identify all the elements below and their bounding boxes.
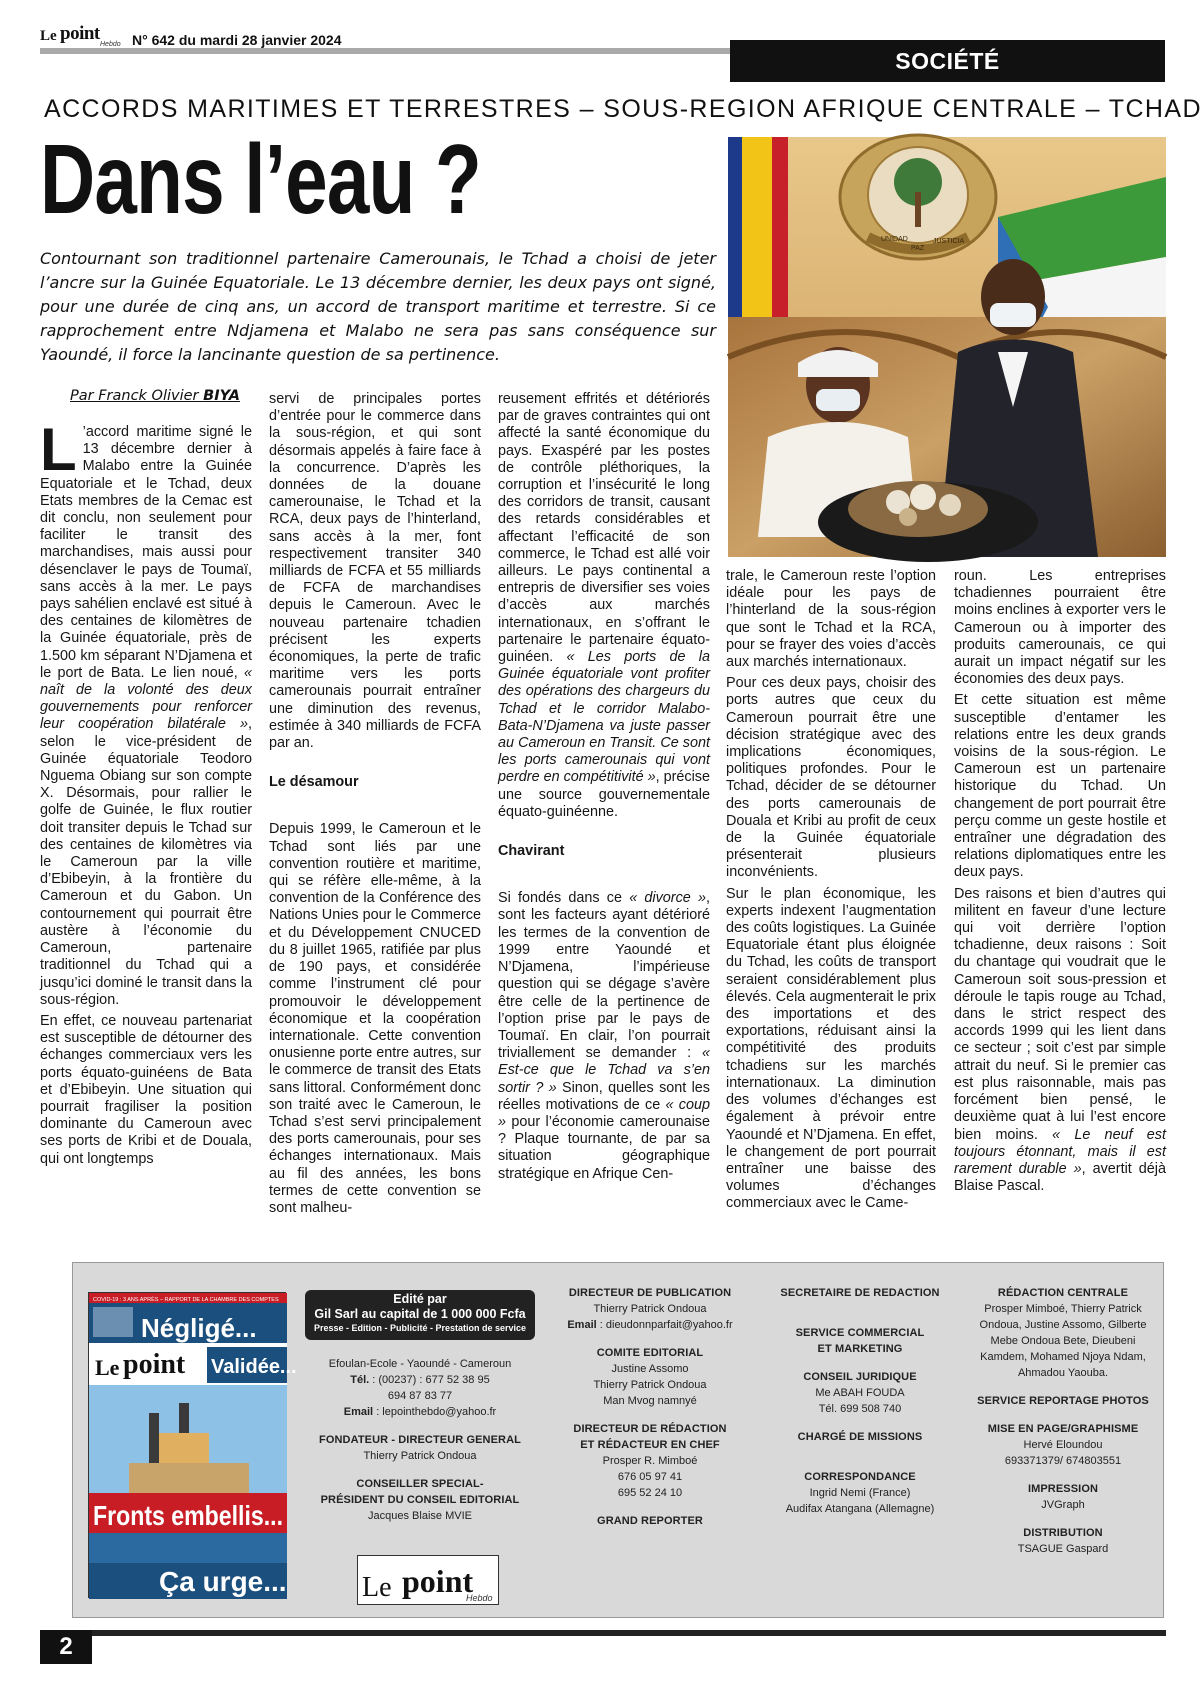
pub-email: : dieudonnparfait@yahoo.fr	[599, 1319, 733, 1331]
paragraph: Si fondés dans ce	[498, 890, 622, 907]
logo-le: Le	[40, 28, 57, 44]
logo-large-hebdo: Hebdo	[466, 1593, 493, 1603]
address: Efoulan-Ecole - Yaoundé - Cameroun	[328, 1358, 512, 1370]
paragraph: Et cette situation est même susceptible d’entamer les relations entre les deux grands voisins de la sous-région. Le Cameroun est un partenaire historique du Tchad. Un changement de port pourrait être perçu comme un geste hostile et entraîner une dégradation des relations diplomatiques entre les deux pays.	[954, 692, 1166, 881]
paragraph: En effet, ce nouveau partenariat est susceptible de détourner des échanges commerciaux vers les ports équato-guinéens de Bata et d’Ebibeyin. Une situation qui pourrait fragiliser la position dominante du Cameroun avec ses ports de Kribi et de Douala, qui ont longtemps	[40, 1012, 252, 1167]
red-centrale-line: Ahmadou Yaouba.	[1017, 1367, 1109, 1379]
staff-column-2	[550, 1285, 750, 1529]
paragraph: trale, le Cameroun reste l’option idéale pour les pays de l’hinterland de la sous-région que sont le Tchad et la RCA, pour se frayer des voies d’accès aux marchés internationaux.	[726, 568, 936, 671]
correspondant: Audifax Atangana (Allemagne)	[785, 1503, 935, 1515]
red-centrale-line: Mebe Ondoua Bete, Dieubeni	[990, 1335, 1136, 1347]
paragraph: , avertit déjà Blaise Pascal.	[954, 1160, 1167, 1195]
section-label: SOCIÉTÉ	[895, 47, 1000, 74]
newspaper-logo	[40, 23, 121, 48]
staff-column-3	[760, 1285, 960, 1517]
staff-column-1	[300, 1356, 540, 1524]
paragraph: pour l’économie camerounaise ? Plaque tournante, de par sa situation géographique stratégique en Afrique Cen-	[498, 1113, 711, 1182]
conseil-jur-name: Me ABAH FOUDA	[815, 1387, 905, 1399]
article-headline: Dans l’eau ?	[40, 124, 481, 234]
impression-title: IMPRESSION	[1027, 1483, 1099, 1495]
article-standfirst: Contournant son traditionnel partenaire Camerounais, le Tchad a choisi de jeter l’ancre sur la Guinée Equatoriale. Le 13 décembre dernier, les deux pays ont signé, pour une durée de cinq ans, un accord de transport maritime et terrestre. Si ce rapprochement entre Ndjamena et Malabo ne sera pas sans conséquence sur Yaoundé, il force la lancinante question de sa pertinence.	[40, 249, 716, 364]
cover-illustration	[89, 1293, 297, 1599]
pub-dir-name: Thierry Patrick Ondoua	[593, 1303, 707, 1315]
comite-member: Thierry Patrick Ondoua	[593, 1379, 707, 1391]
newspaper-logo-large	[357, 1555, 499, 1605]
paragraph: reusement effrités et détériorés par de graves contraintes qui ont affecté la santé économique du pays. Exaspéré par les postes de contrôle pléthoriques, la corruption et l’insécurité le long des corridors de transit, causant des retards considérables et affectant l’efficacité de son commerce, le Tchad est allé voir ailleurs. Le pays continental a entrepris de diversifier ses voies d’accès aux marchés internationaux, en s’offrant le partenaire le partenaire équato-guinéen.	[498, 391, 710, 666]
page-number: 2	[40, 1630, 92, 1664]
special-title: CONSEILLER SPECIAL-	[356, 1478, 484, 1490]
paragraph: , sont les facteurs ayant détérioré les termes de la convention de 1999 entre Yaoundé et N’Djamena, l’impérieuse question qui se dégage s’avère être celle de la pertinence de l’option prise par le pays de Toumaï. En clair, l’on pourrait triviallement se demander :	[498, 890, 710, 1062]
red-centrale-line: Ondoua, Justine Assomo, Gilberte	[979, 1319, 1147, 1331]
subhead-desamour: Le désamour	[269, 774, 359, 791]
paragraph: servi de principales portes d’entrée pour le commerce dans la sous-région, et qui sont désormais appelés à faire face à la concurrence. D’après les données de la douane camerounaise, le Tchad et la RCA, deux pays de l’hinterland, sans accès à la mer, font respectivement transiter 340 milliards de FCFA et 55 milliards de FCFA de marchandises depuis le Cameroun. Avec le nouveau partenaire tchadien précisent les experts économiques, la perte de trafic maritime vers les ports camerounais pourrait entraîner une diminution des revenus, estimée à 340 milliards de FCFA par an.	[269, 391, 481, 752]
quote: « Le neuf est toujours étonnant, mais il est rarement durable »	[954, 1126, 1167, 1177]
bottom-rule	[40, 1630, 1166, 1636]
mise-en-page-name: Hervé Eloundou	[1023, 1439, 1103, 1451]
red-centrale-line: Kamdem, Mohamed Njoya Ndam,	[980, 1351, 1146, 1363]
company-services: Presse - Edition - Publicité - Prestation de service	[313, 1323, 527, 1333]
quote: « divorce »	[629, 890, 706, 907]
service-com-title-2: ET MARKETING	[817, 1343, 903, 1355]
comite-member: Justine Assomo	[611, 1363, 689, 1375]
conseil-jur-title: CONSEIL JURIDIQUE	[803, 1371, 917, 1383]
founder-name: Thierry Patrick Ondoua	[363, 1450, 477, 1462]
founder-title: FONDATEUR - DIRECTEUR GENERAL	[319, 1434, 521, 1446]
flag-chad-yellow	[742, 137, 772, 337]
cover-headline-validee: Validée...	[211, 1356, 297, 1378]
tel: : (00237) : 677 52 38 95	[372, 1374, 490, 1386]
cover-headline-neglige: Négligé...	[141, 1313, 257, 1343]
special-title-2: PRÉSIDENT DU CONSEIL EDITORIAL	[320, 1494, 520, 1506]
cover-top-strip: COVID-19 : 3 ANS APRÈS – RAPPORT DE LA CHAMBRE DES COMPTES	[93, 1297, 279, 1303]
paragraph: , précise une source gouvernementale équato-guinéenne.	[498, 769, 710, 820]
article-column-2	[269, 391, 481, 1217]
dir-red-name: Prosper R. Mimboé	[602, 1455, 698, 1467]
logo-large-le: Le	[362, 1572, 392, 1603]
subhead-chavirant: Chavirant	[498, 843, 565, 860]
top-rule	[40, 48, 730, 54]
company-name: Gil Sarl au capital de 1 000 000 Fcfa	[314, 1307, 526, 1321]
paragraph: , selon le vice-président de Guinée équatoriale Teodoro Nguema Obiang sur son compte X. Désormais, pour rallier le golfe de Guinée, le flux routier doit transiter depuis le Tchad sur des centaines de kilomètres via le Cameroun par la ville d’Ebibeyin, à la frontière du Cameroun et du Gabon. Un contournement qui pourrait être austère à l’économie du Cameroun, partenaire traditionnel du Tchad qui a jusqu’ici dominé le transit dans la sous-région.	[40, 716, 252, 1008]
photos-title: SERVICE REPORTAGE PHOTOS	[977, 1395, 1149, 1407]
quote: « Est-ce que le Tchad va s’en sortir ? »	[498, 1045, 711, 1096]
comite-member: Man Mvog namnyé	[603, 1395, 697, 1407]
red-centrale-title: RÉDACTION CENTRALE	[997, 1287, 1129, 1299]
mise-en-page-title: MISE EN PAGE/GRAPHISME	[987, 1423, 1139, 1435]
emblem-motto-mid: PAZ	[911, 245, 925, 252]
dir-red-tel: 676 05 97 41	[617, 1471, 683, 1483]
flag-chad-red	[772, 137, 788, 337]
logo-hebdo: Hebdo	[100, 41, 121, 48]
cover-logo-le: Le	[95, 1355, 120, 1380]
photo-illustration	[728, 137, 1166, 557]
person-right-mask	[990, 303, 1036, 327]
article-kicker: ACCORDS MARITIMES ET TERRESTRES – SOUS-REGION AFRIQUE CENTRALE – TCHAD	[44, 95, 1202, 123]
dir-red-tel: 695 52 24 10	[617, 1487, 683, 1499]
red-centrale-line: Prosper Mimboé, Thierry Patrick	[984, 1303, 1142, 1315]
mise-en-page-tel: 693371379/ 674803551	[1004, 1455, 1122, 1467]
service-com-title: SERVICE COMMERCIAL	[795, 1327, 925, 1339]
staff-column-4	[963, 1285, 1163, 1557]
quote: « Les ports de la Guinée équatoriale vont profiter des opérations des chargeurs du Tchad et le corridor Malabo-Bata-N’Djamena va juste passer au Cameroun en Transit. Ce sont les ports camerounais qui vont perdre en compétitivité »	[498, 649, 710, 786]
flag-chad-blue	[728, 137, 742, 337]
tel-label: Tél.	[350, 1374, 370, 1386]
charge-missions-title: CHARGÉ DE MISSIONS	[797, 1431, 923, 1443]
quote: « naît de la volonté des deux gouvernements pour renforcer leur coopération bilatérale »	[40, 664, 252, 733]
paragraph: roun. Les entreprises tchadiennes pourraient être moins enclines à exporter vers le Cameroun ou à importer des produits camerounais, ce qui aurait un impact négatif sur les économies des deux pays.	[954, 568, 1166, 688]
article-column-5	[954, 568, 1166, 1195]
byline-name: BIYA	[203, 388, 240, 404]
person-left-mask	[816, 389, 860, 411]
dir-red-title-2: ET RÉDACTEUR EN CHEF	[580, 1439, 720, 1451]
pub-email-label: Email	[567, 1319, 597, 1331]
paragraph: Sur le plan économique, les experts indexent l’augmentation des coûts logistiques. La Guinée Equatoriale étant plus éloignée du Tchad, les coûts de transport seraient considérablement plus élevés. Cela augmenterait le prix des importations et des exportations, réduisant ainsi la compétitivité des produits tchadiens sur les marchés internationaux. La diminution des volumes d’échanges est également à prévoir entre Yaoundé et N’Djamena. En effet, le changement de port pourrait entraîner une baisse des volumes d’échanges commerciaux avec le Came-	[726, 885, 936, 1212]
cover-headline-fronts: Fronts embellis...	[93, 1500, 283, 1531]
publisher-box	[305, 1290, 535, 1340]
dir-red-title: DIRECTEUR DE RÉDACTION	[573, 1423, 727, 1435]
sec-red-title: SECRETAIRE DE REDACTION	[780, 1287, 940, 1299]
paragraph: Depuis 1999, le Cameroun et le Tchad sont liés par une convention routière et maritime, qui se réfère elle-même, à la convention de la Conférence des Nations Unies pour le Commerce et du Développement CNUCED du 8 juillet 1965, ratifiée par plus de 190 pays, et considérée comme l’instrument clé pour promouvoir le développement économique et la coopération internationale. Cette convention onusienne porte entre autres, sur le commerce de transit des Etats sans littoral. Conformément donc son traité avec le Cameroun, le Tchad s’est servi principalement des ports camerounais, pour ses échanges internationaux. Mais au fil des années, les bons termes de cette convention se sont malheu-	[269, 821, 481, 1216]
article-column-4	[726, 568, 936, 1213]
byline	[70, 388, 240, 404]
front-cover-thumbnail	[88, 1292, 297, 1598]
logo-large-point: point	[402, 1563, 474, 1599]
email-label: Email	[343, 1406, 374, 1418]
quote: « coup »	[498, 1096, 710, 1130]
issue-info: N° 642 du mardi 28 janvier 2024	[132, 32, 342, 48]
paragraph: Pour ces deux pays, choisir des ports autres que ceux du Cameroun pourrait être une décision stratégique avec des implications économiques, politiques profondes. Pour le Tchad, décider de se détourner des ports camerounais de Douala et Kribi au profit de ceux de la Guinée équatoriale présenterait plusieurs inconvénients.	[726, 675, 936, 881]
tel-2: 694 87 83 77	[387, 1390, 453, 1402]
pub-dir-title: DIRECTEUR DE PUBLICATION	[568, 1287, 732, 1299]
cover-headline-ca-urge: Ça urge...	[159, 1566, 287, 1597]
article-column-3	[498, 391, 710, 1183]
byline-prefix: Par Franck Olivier	[70, 388, 199, 404]
drop-cap: L	[40, 416, 77, 483]
paragraph: ’accord maritime signé le 13 décembre dernier à Malabo entre la Guinée Equatoriale et le Tchad, deux Etats membres de la Cemac est dit conclu, non seulement pour faciliter le transit des marchandises, mais aussi pour désenclaver le pays de Toumaï, sans accès à la mer. Le pays pays sahélien enclavé est situé à des centaines de kilomètres de la Guinée équatoriale, près de 1.500 km séparant N’Djamena et le port de Bata. Le lien noué,	[40, 424, 252, 681]
cover-logo-point: point	[123, 1349, 186, 1380]
comite-title: COMITE EDITORIAL	[596, 1347, 704, 1359]
logo-large-graphic	[358, 1556, 498, 1604]
impression-name: JVGraph	[1041, 1499, 1085, 1511]
grand-reporter-title: GRAND REPORTER	[597, 1515, 703, 1527]
conseil-jur-tel: Tél. 699 508 740	[818, 1403, 902, 1415]
article-photo	[728, 137, 1166, 557]
logo-point: point	[60, 23, 100, 44]
article-column-1	[40, 416, 252, 1168]
correspondant: Ingrid Nemi (France)	[809, 1487, 911, 1499]
edited-by: Edité par	[393, 1292, 447, 1306]
special-name: Jacques Blaise MVIE	[368, 1510, 472, 1522]
distribution-title: DISTRIBUTION	[1023, 1527, 1103, 1539]
emblem-motto-right: JUSTICIA	[933, 238, 965, 245]
paragraph: Des raisons et bien d’autres qui militent en faveur d’une lecture qui voit derrière l’option tchadienne, deux raisons : Soit du chantage qui voudrait que le Cameroun soit sous-pression et déroule le tapis rouge au Tchad, dans le strict respect des accords 1999 qui les lient dans ce secteur ; soit c’est par simple attrait du neuf. Si le premier cas est plus raisonnable, mais pas forcément bien pensé, le deuxième quat à lui l’est encore bien moins.	[954, 885, 1166, 1143]
paragraph: Sinon, quelles sont les réelles motivations de ce	[498, 1079, 711, 1113]
email: : lepointhebdo@yahoo.fr	[376, 1406, 497, 1418]
emblem-motto-left: UNIDAD	[881, 236, 908, 243]
distribution-name: TSAGUE Gaspard	[1017, 1543, 1109, 1555]
correspondance-title: CORRESPONDANCE	[804, 1471, 916, 1483]
